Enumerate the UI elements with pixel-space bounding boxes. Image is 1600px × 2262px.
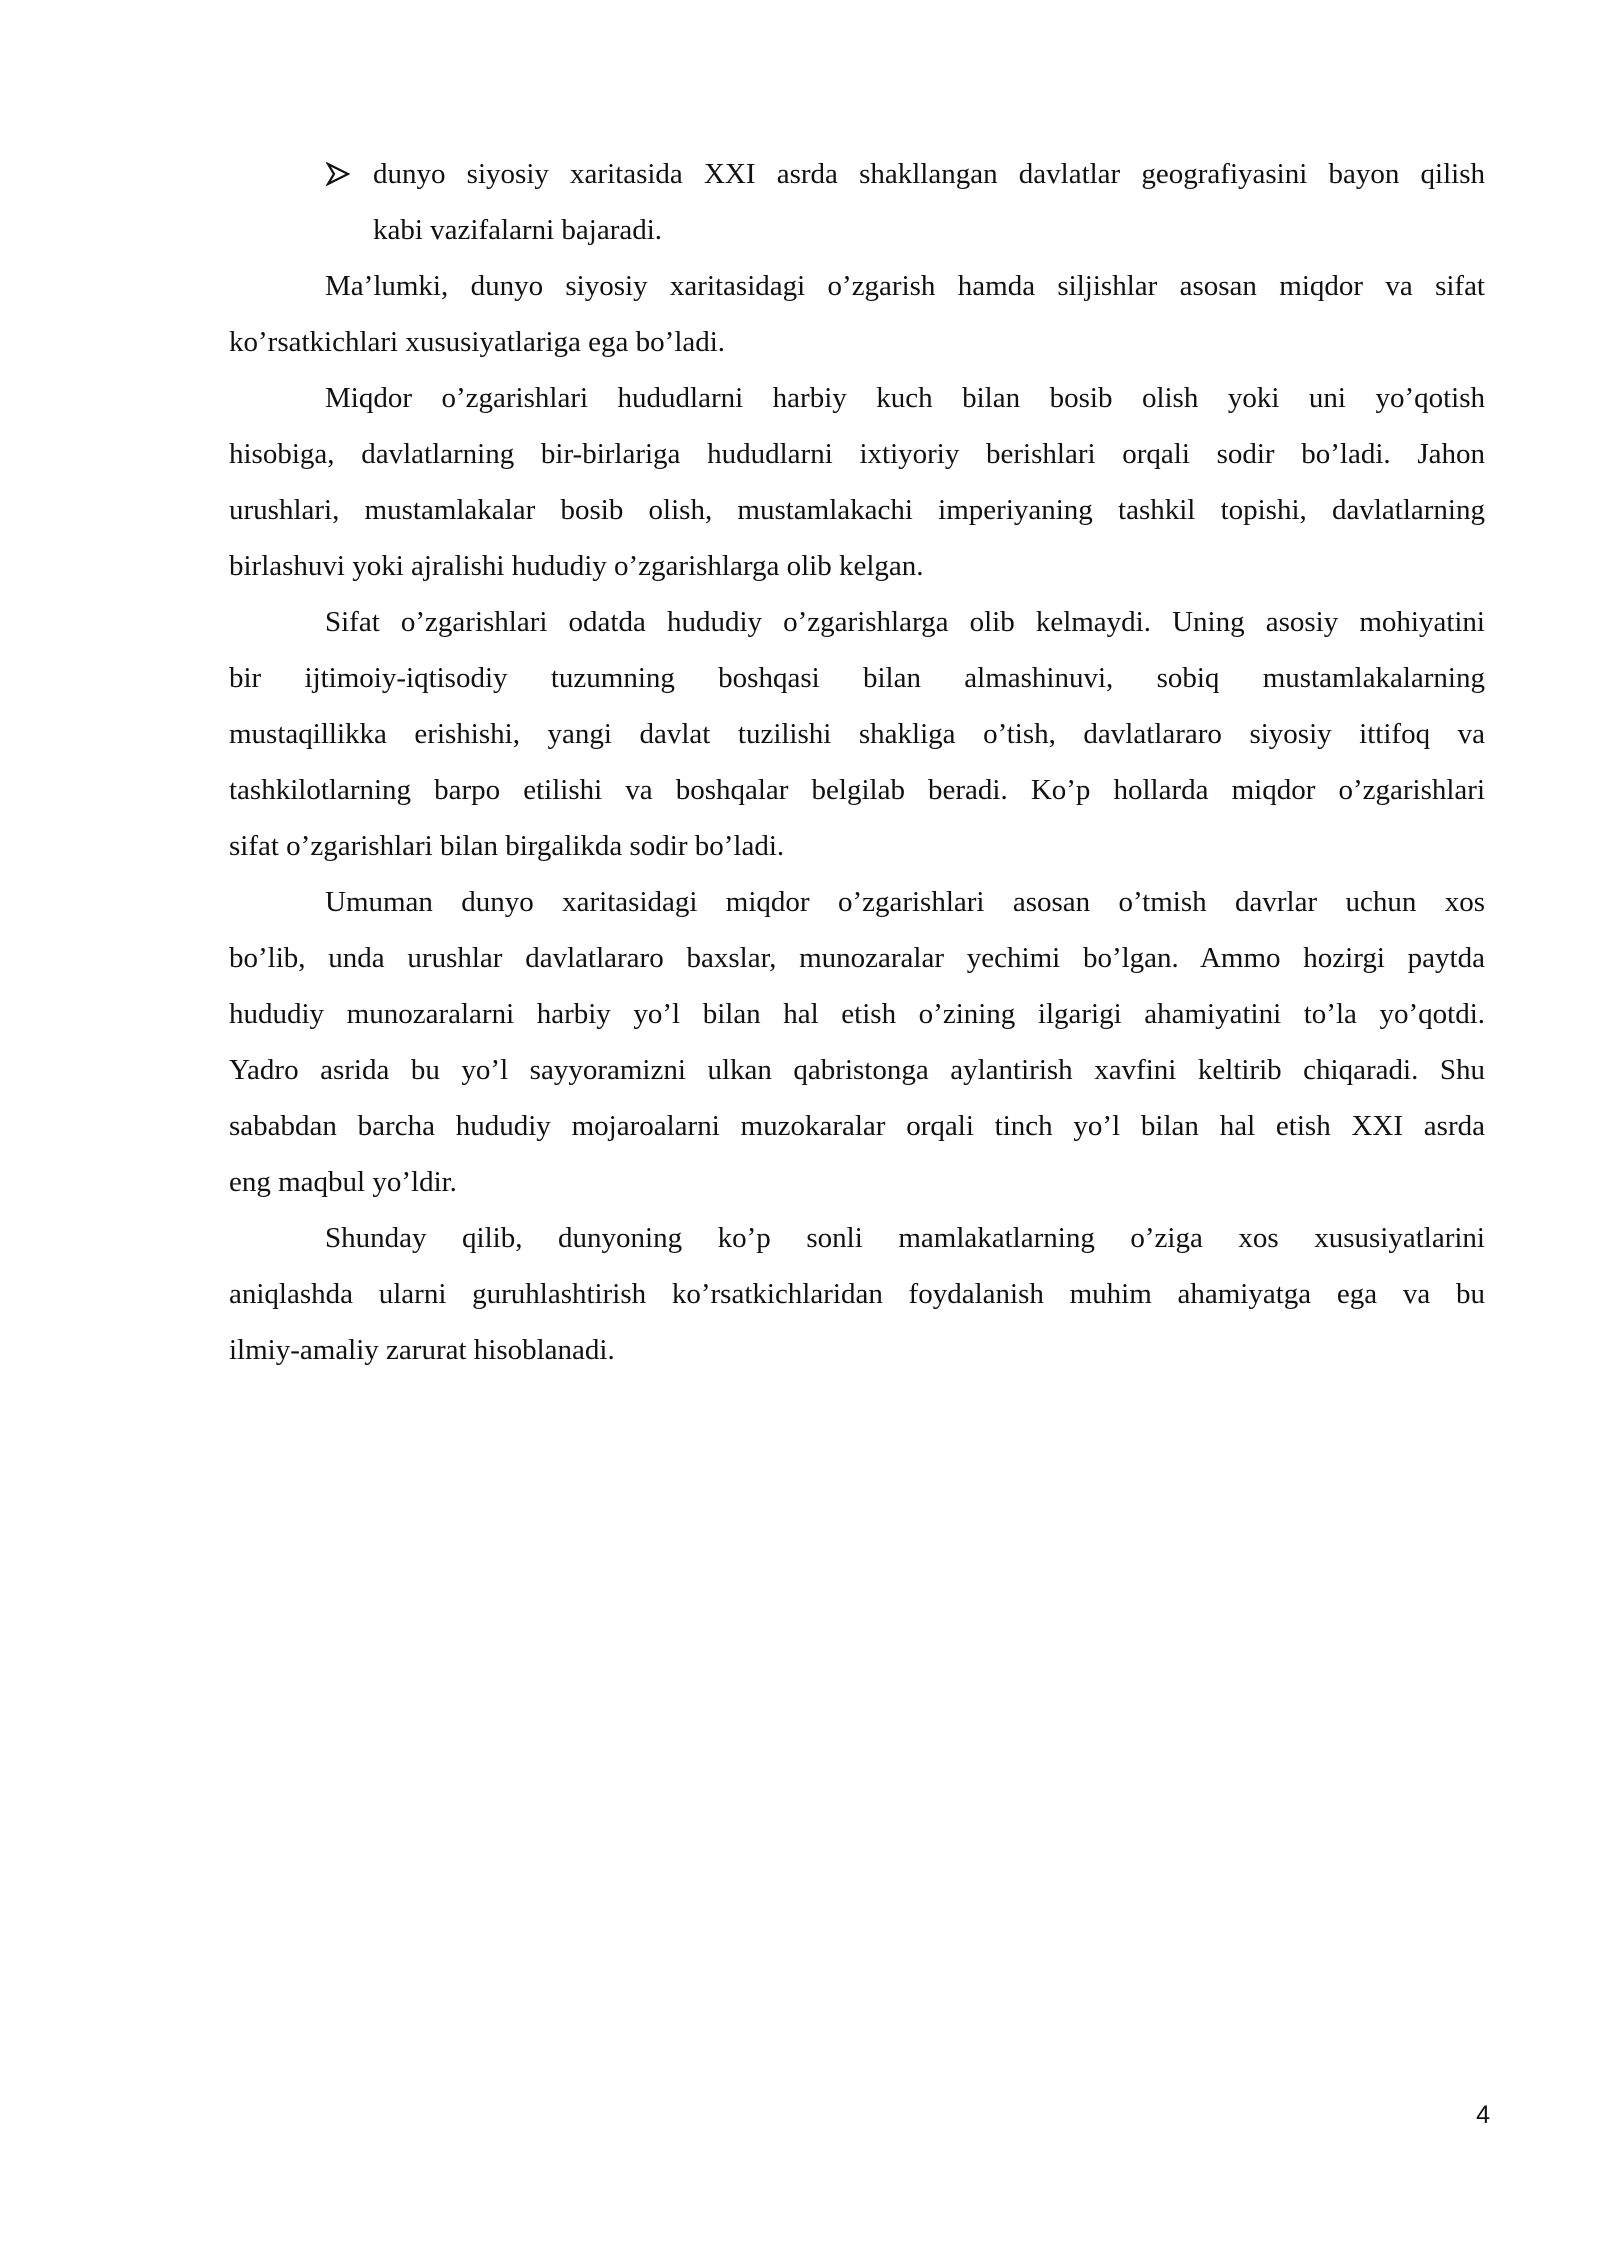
paragraph-line: hisobiga, davlatlarning bir-birlariga hududlarni ixtiyoriy berishlari orqali sodir bo’ladi. Jahon (229, 438, 1485, 470)
paragraph-line: Shunday qilib, dunyoning ko’p sonli mamlakatlarning o’ziga xos xususiyatlarini (325, 1222, 1485, 1254)
paragraph-line: sifat o’zgarishlari bilan birgalikda sodir bo’ladi. (229, 830, 785, 862)
bullet-line (229, 146, 1485, 202)
paragraph (229, 874, 1485, 1210)
document-body (229, 146, 1485, 1378)
paragraph (229, 370, 1485, 594)
paragraph-line: bo’lib, unda urushlar davlatlararo baxslar, munozaralar yechimi bo’lgan. Ammo hozirgi paytda (229, 942, 1485, 974)
paragraph-line: Miqdor o’zgarishlari hududlarni harbiy kuch bilan bosib olish yoki uni yo’qotish (325, 382, 1485, 414)
bullet-line-text: dunyo siyosiy xaritasida XXI asrda shakllangan davlatlar geografiyasini bayon qilish (373, 158, 1485, 190)
paragraph-line: eng maqbul yo’ldir. (229, 1166, 457, 1198)
bullet-list-item (229, 146, 1485, 258)
paragraph-line: tashkilotlarning barpo etilishi va boshqalar belgilab beradi. Ko’p hollarda miqdor o’zgarishlari (229, 774, 1485, 806)
paragraph-line: urushlari, mustamlakalar bosib olish, mustamlakachi imperiyaning tashkil topishi, davlatlarning (229, 494, 1485, 526)
arrowhead-bullet-icon (326, 162, 350, 186)
paragraph-line: Umuman dunyo xaritasidagi miqdor o’zgarishlari asosan o’tmish davrlar uchun xos (325, 886, 1485, 918)
paragraph (229, 594, 1485, 874)
paragraph (229, 1210, 1485, 1378)
bullet-line: kabi vazifalarni bajaradi. (373, 214, 663, 246)
paragraph (229, 258, 1485, 370)
paragraph-line: ko’rsatkichlari xususiyatlariga ega bo’ladi. (229, 326, 726, 358)
paragraph-line: bir ijtimoiy-iqtisodiy tuzumning boshqasi bilan almashinuvi, sobiq mustamlakalarning (229, 662, 1485, 694)
paragraph-line: ilmiy-amaliy zarurat hisoblanadi. (229, 1334, 615, 1366)
paragraph-line: Sifat o’zgarishlari odatda hududiy o’zgarishlarga olib kelmaydi. Uning asosiy mohiyatini (325, 606, 1485, 638)
page-number: 4 (1476, 2101, 1490, 2129)
paragraph-line: mustaqillikka erishishi, yangi davlat tuzilishi shakliga o’tish, davlatlararo siyosiy ittifoq va (229, 718, 1485, 750)
paragraph-line: Ma’lumki, dunyo siyosiy xaritasidagi o’zgarish hamda siljishlar asosan miqdor va sifat (325, 270, 1485, 302)
paragraph-line: aniqlashda ularni guruhlashtirish ko’rsatkichlaridan foydalanish muhim ahamiyatga ega va bu (229, 1278, 1485, 1310)
paragraph-line: Yadro asrida bu yo’l sayyoramizni ulkan qabristonga aylantirish xavfini keltirib chiqaradi. Shu (229, 1054, 1485, 1086)
paragraph-line: sababdan barcha hududiy mojaroalarni muzokaralar orqali tinch yo’l bilan hal etish XXI asrda (229, 1110, 1485, 1142)
paragraph-line: birlashuvi yoki ajralishi hududiy o’zgarishlarga olib kelgan. (229, 550, 924, 582)
paragraph-line: hududiy munozaralarni harbiy yo’l bilan hal etish o’zining ilgarigi ahamiyatini to’la yo’qotdi. (229, 998, 1485, 1030)
